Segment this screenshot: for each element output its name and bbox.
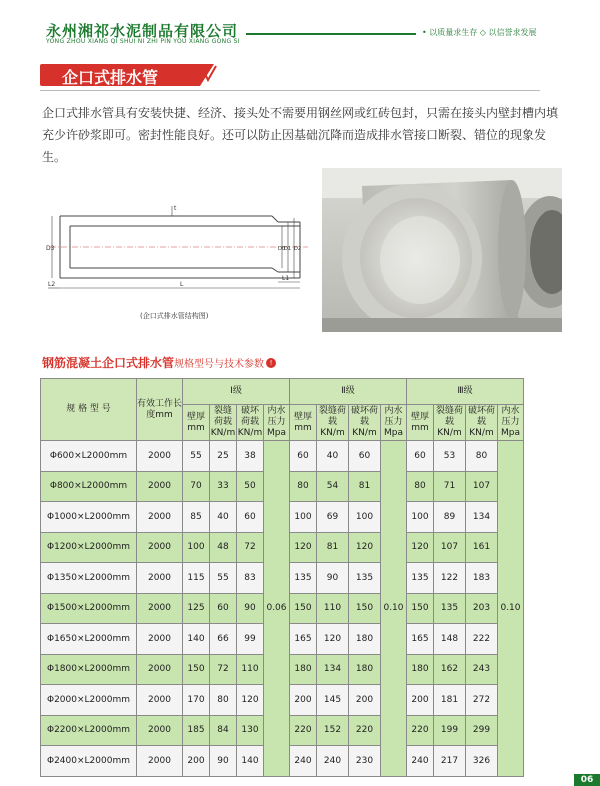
cell-length: 2000 [137,624,183,655]
cell-crack-load: 148 [434,624,466,655]
cell-wall-thickness: 135 [407,563,434,594]
spec-table [40,378,524,777]
cell-break-load: 180 [349,624,381,655]
cell-break-load: 99 [237,624,264,655]
company-name-en: YONG ZHOU XIANG QI SHUI NI ZHI PIN YOU XIANG GONG SI [46,38,240,45]
cell-break-load: 243 [466,654,498,685]
section-title-banner [40,64,220,86]
spec-table-body [41,441,524,777]
page-header [0,0,600,52]
cell-crack-load: 81 [317,532,349,563]
company-slogan: • 以质量求生存 ◇ 以信誉求发展 [422,28,537,37]
cell-crack-load: 145 [317,685,349,716]
cell-crack-load: 120 [317,624,349,655]
cell-crack-load: 33 [210,471,237,502]
header-grade-3: Ⅲ级 [407,379,524,405]
label-t: t [174,205,177,212]
cell-spec: Φ1800×L2000mm [41,654,137,685]
cell-length: 2000 [137,746,183,777]
header-wall: 壁厚mm [183,405,210,441]
cell-spec: Φ2000×L2000mm [41,685,137,716]
table-title [42,352,276,371]
cell-length: 2000 [137,715,183,746]
cell-crack-load: 69 [317,502,349,533]
cell-wall-thickness: 80 [407,471,434,502]
header-length: 有效工作长度mm [137,379,183,441]
cell-crack-load: 55 [210,563,237,594]
cell-wall-thickness: 120 [290,532,317,563]
header-crack: 裂缝荷载KN/m [434,405,466,441]
cell-spec: Φ2200×L2000mm [41,715,137,746]
cell-break-load: 81 [349,471,381,502]
cell-crack-load: 53 [434,441,466,472]
pipe-structure-diagram [42,196,312,302]
cell-crack-load: 71 [434,471,466,502]
cell-break-load: 200 [349,685,381,716]
cell-wall-thickness: 220 [407,715,434,746]
header-pressure: 内水压力Mpa [498,405,524,441]
cell-break-load: 83 [237,563,264,594]
header-wall: 壁厚mm [407,405,434,441]
cell-crack-load: 48 [210,532,237,563]
cell-wall-thickness: 60 [407,441,434,472]
cell-wall-thickness: 85 [183,502,210,533]
cell-wall-thickness: 180 [290,654,317,685]
cell-crack-load: 90 [210,746,237,777]
cell-break-load: 230 [349,746,381,777]
cell-break-load: 72 [237,532,264,563]
cell-break-load: 130 [237,715,264,746]
banner-arrow-icon [188,64,218,86]
cell-break-load: 50 [237,471,264,502]
cell-crack-load: 162 [434,654,466,685]
header-crack: 裂缝荷载KN/m [210,405,237,441]
cell-wall-thickness: 170 [183,685,210,716]
cell-wall-thickness: 80 [290,471,317,502]
product-description: 企口式排水管具有安装快捷、经济、接头处不需要用钢丝网或红砖包封，只需在接头内壁封槽内填充少许砂浆即可。密封性能良好。还可以防止因基础沉降而造成排水管接口断裂、错位的现象发生。 [42,106,559,164]
cell-break-load: 161 [466,532,498,563]
cell-crack-load: 134 [317,654,349,685]
cell-break-load: 38 [237,441,264,472]
cell-wall-thickness: 185 [183,715,210,746]
section-title: 企口式排水管 [62,68,159,87]
table-row [41,441,524,472]
cell-wall-thickness: 125 [183,593,210,624]
header-divider [246,33,416,35]
cell-break-load: 180 [349,654,381,685]
cell-spec: Φ1650×L2000mm [41,624,137,655]
header-break: 破坏荷载KN/m [349,405,381,441]
cell-crack-load: 72 [210,654,237,685]
table-title-main: 钢筋混凝土企口式排水管 [42,356,175,370]
cell-break-load: 120 [237,685,264,716]
cell-crack-load: 199 [434,715,466,746]
label-d3: D3 [46,245,55,252]
cell-crack-load: 80 [210,685,237,716]
cell-break-load: 107 [466,471,498,502]
label-l1: L1 [282,275,290,282]
cell-break-load: 100 [349,502,381,533]
cell-break-load: 150 [349,593,381,624]
alert-icon: ! [266,358,276,368]
cell-break-load: 183 [466,563,498,594]
label-d1: D1 [284,246,292,252]
cell-wall-thickness: 150 [407,593,434,624]
header-pressure: 内水压力Mpa [264,405,290,441]
header-grade-1: Ⅰ级 [183,379,290,405]
cell-break-load: 110 [237,654,264,685]
cell-length: 2000 [137,563,183,594]
cell-break-load: 80 [466,441,498,472]
cell-wall-thickness: 100 [290,502,317,533]
cell-crack-load: 84 [210,715,237,746]
cell-length: 2000 [137,471,183,502]
cell-crack-load: 152 [317,715,349,746]
cell-wall-thickness: 140 [183,624,210,655]
cell-wall-thickness: 240 [290,746,317,777]
cell-pressure: 0.06 [264,441,290,777]
cell-spec: Φ1350×L2000mm [41,563,137,594]
cell-wall-thickness: 220 [290,715,317,746]
cell-crack-load: 107 [434,532,466,563]
cell-wall-thickness: 165 [407,624,434,655]
cell-break-load: 60 [349,441,381,472]
cell-crack-load: 181 [434,685,466,716]
cell-wall-thickness: 150 [290,593,317,624]
header-pressure: 内水压力Mpa [381,405,407,441]
cell-crack-load: 240 [317,746,349,777]
cell-crack-load: 54 [317,471,349,502]
cell-crack-load: 40 [210,502,237,533]
cell-wall-thickness: 180 [407,654,434,685]
cell-break-load: 299 [466,715,498,746]
cell-wall-thickness: 240 [407,746,434,777]
cell-crack-load: 90 [317,563,349,594]
cell-spec: Φ600×L2000mm [41,441,137,472]
cell-spec: Φ1000×L2000mm [41,502,137,533]
cell-wall-thickness: 165 [290,624,317,655]
cell-wall-thickness: 100 [407,502,434,533]
cell-crack-load: 25 [210,441,237,472]
cell-wall-thickness: 115 [183,563,210,594]
cell-break-load: 60 [237,502,264,533]
cell-spec: Φ1500×L2000mm [41,593,137,624]
cell-crack-load: 89 [434,502,466,533]
label-l: L [180,281,184,288]
cell-break-load: 134 [466,502,498,533]
label-d0: D0 [278,246,286,252]
cell-pressure: 0.10 [381,441,407,777]
cell-break-load: 140 [237,746,264,777]
page-number: 06 [574,774,600,786]
cell-wall-thickness: 200 [290,685,317,716]
cell-wall-thickness: 70 [183,471,210,502]
cell-spec: Φ800×L2000mm [41,471,137,502]
diagram-caption: (企口式排水管结构图) [140,312,209,320]
cell-break-load: 135 [349,563,381,594]
cell-spec: Φ1200×L2000mm [41,532,137,563]
cell-spec: Φ2400×L2000mm [41,746,137,777]
cell-break-load: 222 [466,624,498,655]
label-d2: D2 [294,246,302,252]
cell-break-load: 272 [466,685,498,716]
cell-length: 2000 [137,685,183,716]
header-break: 破坏荷载KN/m [237,405,264,441]
header-wall: 壁厚mm [290,405,317,441]
cell-break-load: 120 [349,532,381,563]
label-l2: L2 [48,281,56,288]
cell-length: 2000 [137,532,183,563]
cell-crack-load: 60 [210,593,237,624]
cell-wall-thickness: 150 [183,654,210,685]
cell-wall-thickness: 120 [407,532,434,563]
cell-crack-load: 40 [317,441,349,472]
title-underline [40,90,540,91]
cell-wall-thickness: 135 [290,563,317,594]
cell-break-load: 90 [237,593,264,624]
cell-break-load: 220 [349,715,381,746]
header-break: 破坏荷载KN/m [466,405,498,441]
cell-crack-load: 217 [434,746,466,777]
header-crack: 裂缝荷载KN/m [317,405,349,441]
cell-length: 2000 [137,441,183,472]
pipe-photo [322,168,562,332]
cell-crack-load: 66 [210,624,237,655]
header-spec: 规 格 型 号 [41,379,137,441]
cell-crack-load: 135 [434,593,466,624]
cell-wall-thickness: 200 [407,685,434,716]
cell-crack-load: 122 [434,563,466,594]
table-title-sub: 规格型号与技术参数 [174,359,265,370]
cell-length: 2000 [137,654,183,685]
cell-crack-load: 110 [317,593,349,624]
cell-wall-thickness: 55 [183,441,210,472]
company-name: 永州湘祁水泥制品有限公司 [46,22,239,40]
cell-pressure: 0.10 [498,441,524,777]
header-grade-2: Ⅱ级 [290,379,407,405]
cell-length: 2000 [137,593,183,624]
cell-length: 2000 [137,502,183,533]
cell-wall-thickness: 60 [290,441,317,472]
cell-wall-thickness: 100 [183,532,210,563]
cell-wall-thickness: 200 [183,746,210,777]
cell-break-load: 326 [466,746,498,777]
cell-break-load: 203 [466,593,498,624]
